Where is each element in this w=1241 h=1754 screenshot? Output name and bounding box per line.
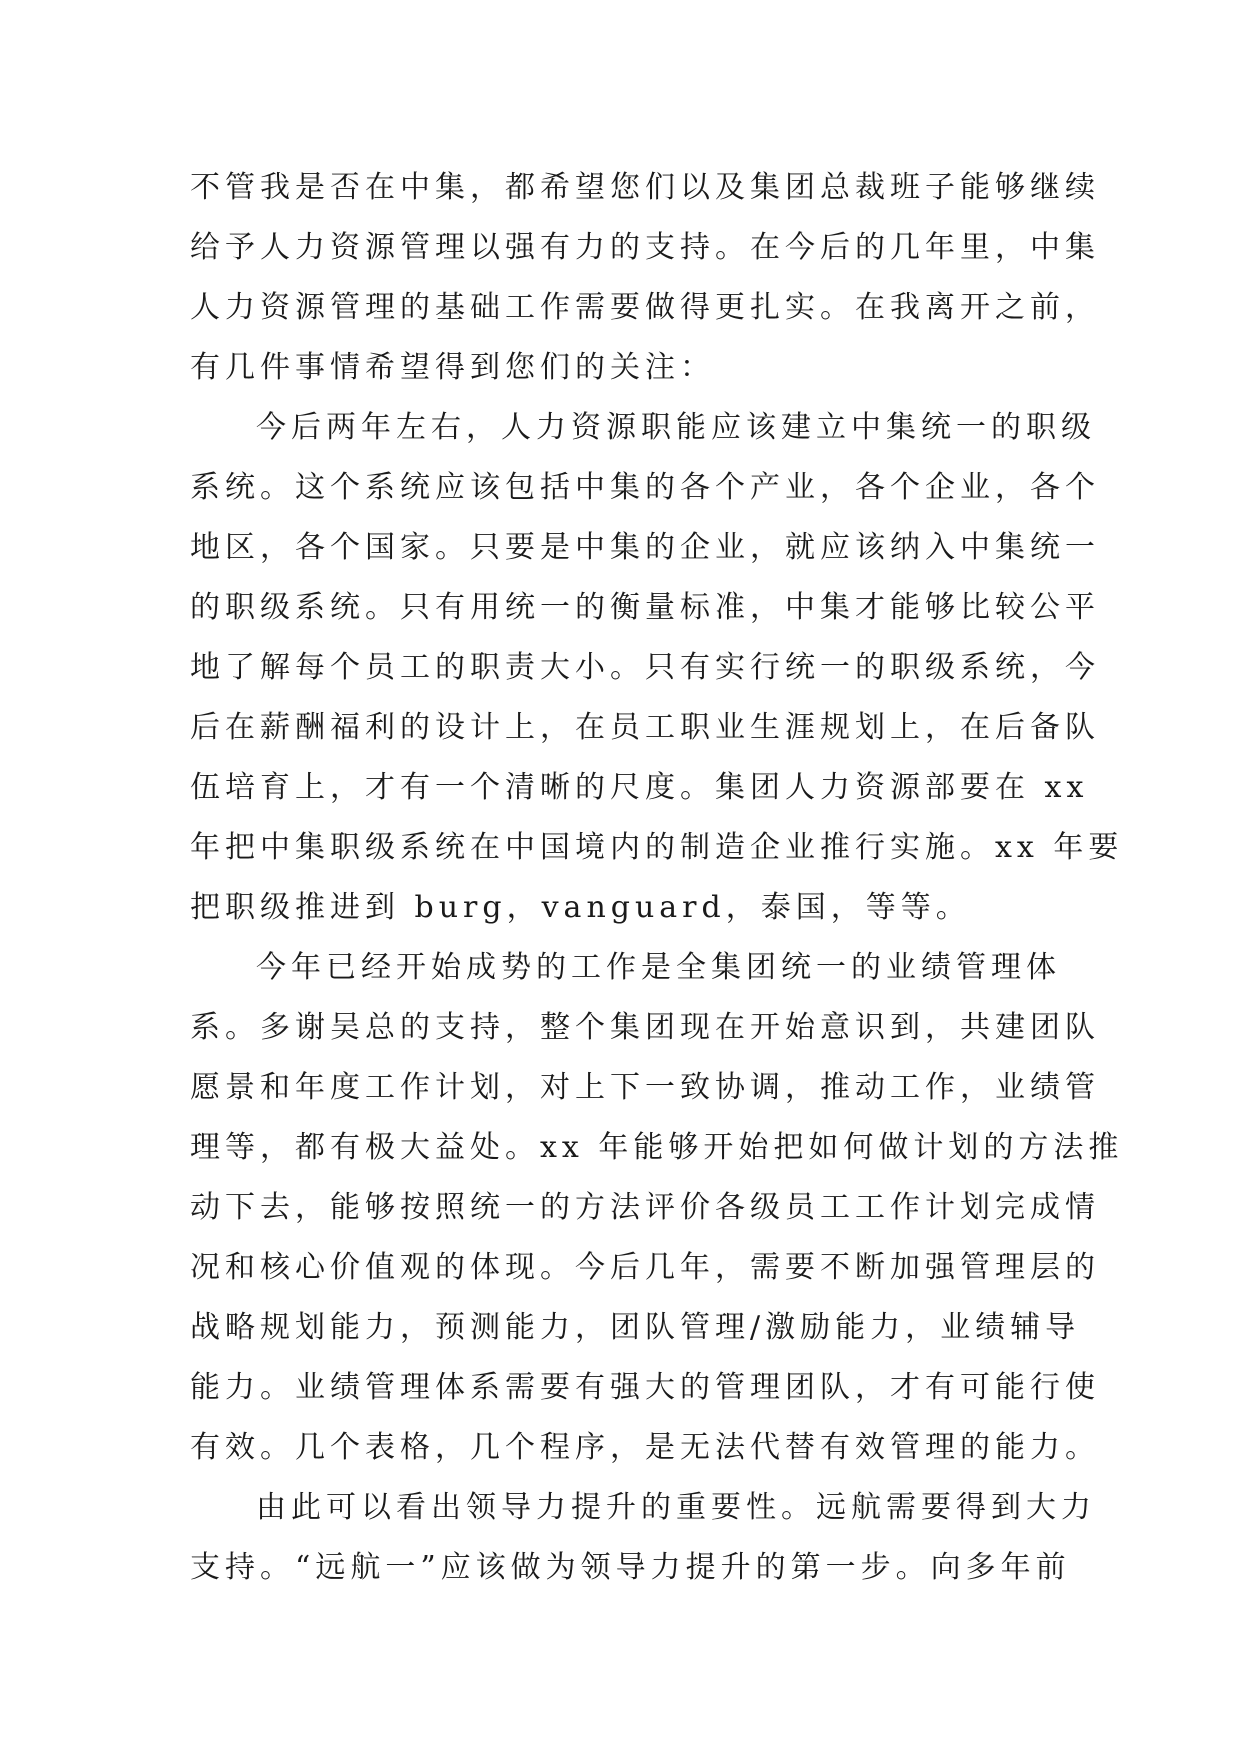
text-line: 动下去，能够按照统一的方法评价各级员工工作计划完成情 [190,1190,1100,1225]
paragraph-first-line: 今后两年左右，人力资源职能应该建立中集统一的职级 [256,410,1096,445]
text-line: 年把中集职级系统在中国境内的制造企业推行实施。xx 年要 [190,830,1124,865]
text-line: 况和核心价值观的体现。今后几年，需要不断加强管理层的 [190,1250,1100,1285]
body-text [190,158,1124,1598]
text-line: 人力资源管理的基础工作需要做得更扎实。在我离开之前， [190,290,1100,325]
text-line: 的职级系统。只有用统一的衡量标准，中集才能够比较公平 [190,590,1100,625]
text-line: 地了解每个员工的职责大小。只有实行统一的职级系统，今 [190,650,1100,685]
text-line: 愿景和年度工作计划，对上下一致协调，推动工作，业绩管 [190,1070,1100,1105]
paragraph-first-line: 今年已经开始成势的工作是全集团统一的业绩管理体 [256,950,1061,985]
text-line: 有几件事情希望得到您们的关注： [190,350,715,385]
text-line: 给予人力资源管理以强有力的支持。在今后的几年里，中集 [190,230,1100,265]
text-line: 把职级推进到 burg，vanguard，泰国，等等。 [190,890,971,925]
text-line: 能力。业绩管理体系需要有强大的管理团队，才有可能行使 [190,1370,1100,1405]
text-line: 支持。“远航一”应该做为领导力提升的第一步。向多年前 [190,1550,1071,1585]
text-line: 战略规划能力，预测能力，团队管理/激励能力，业绩辅导 [190,1310,1081,1345]
text-line: 有效。几个表格，几个程序，是无法代替有效管理的能力。 [190,1430,1100,1465]
paragraph-first-line: 由此可以看出领导力提升的重要性。远航需要得到大力 [256,1490,1096,1525]
text-line: 理等，都有极大益处。xx 年能够开始把如何做计划的方法推 [190,1130,1124,1165]
text-line: 地区，各个国家。只要是中集的企业，就应该纳入中集统一 [190,530,1100,565]
text-line: 不管我是否在中集，都希望您们以及集团总裁班子能够继续 [190,170,1100,205]
text-line: 伍培育上，才有一个清晰的尺度。集团人力资源部要在 xx [190,770,1089,805]
text-line: 系统。这个系统应该包括中集的各个产业，各个企业，各个 [190,470,1100,505]
text-line: 系。多谢吴总的支持，整个集团现在开始意识到，共建团队 [190,1010,1100,1045]
text-line: 后在薪酬福利的设计上，在员工职业生涯规划上，在后备队 [190,710,1100,745]
